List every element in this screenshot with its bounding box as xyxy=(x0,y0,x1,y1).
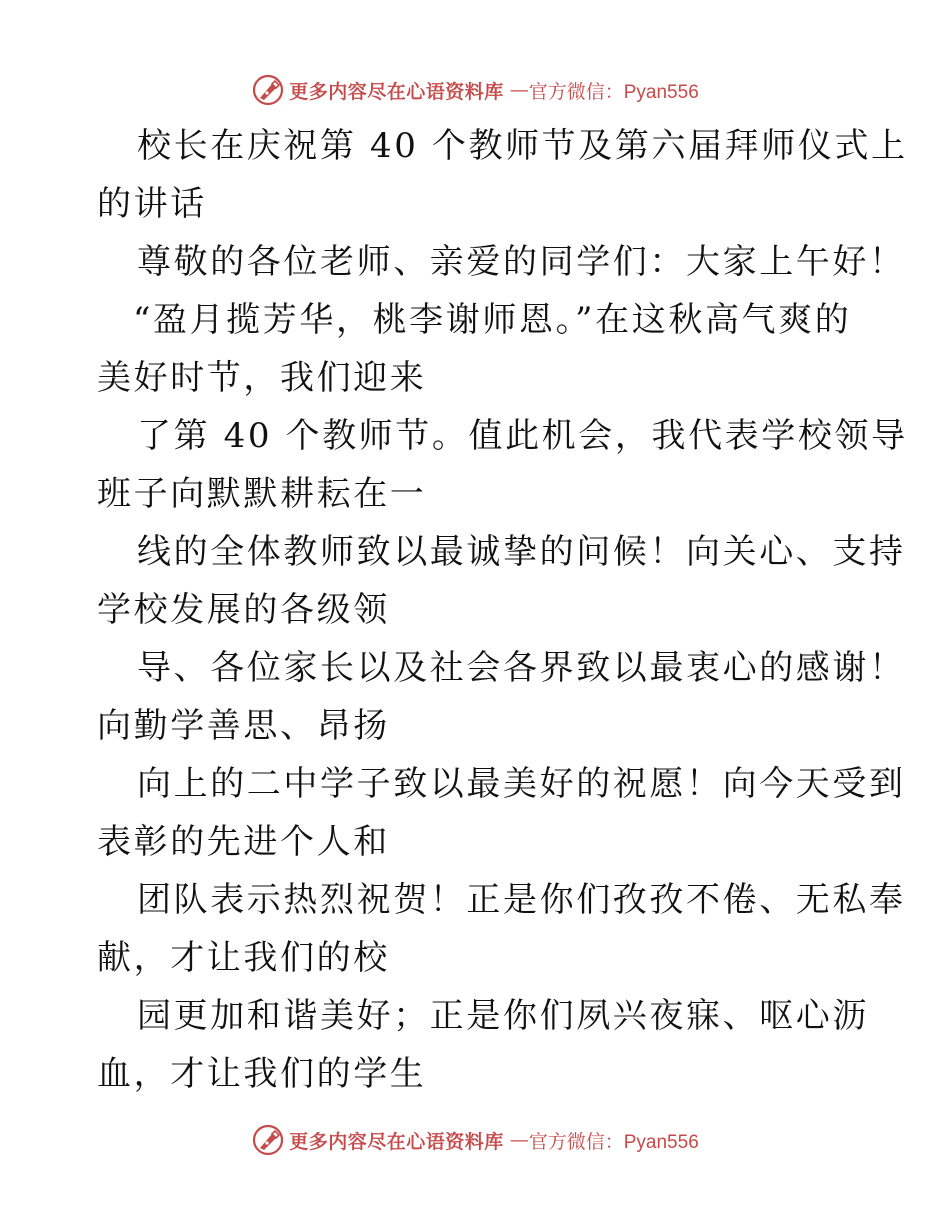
footer-brand-text: 更多内容尽在心语资料库 xyxy=(289,1130,504,1153)
footer-separator: — xyxy=(509,1129,529,1151)
title-line-1: 校长在庆祝第 40 个教师节及第六届拜师仪式上 xyxy=(137,126,908,166)
paragraph-line: 线的全体教师致以最诚挚的问候！向关心、支持 xyxy=(137,532,906,572)
paragraph-line: 园更加和谐美好；正是你们夙兴夜寐、呕心沥 xyxy=(137,996,869,1036)
paragraph-line: 了第 40 个教师节。值此机会，我代表学校领导 xyxy=(137,416,908,456)
paragraph-line: 向勤学善思、昂扬 xyxy=(97,706,390,746)
paragraph-line: 向上的二中学子致以最美好的祝愿！向今天受到 xyxy=(137,764,906,804)
header-brand-text: 更多内容尽在心语资料库 xyxy=(289,80,504,103)
paragraph-line: “盈月揽芳华，桃李谢师恩。”在这秋高气爽的 xyxy=(133,300,852,340)
paragraph-line: 血，才让我们的学生 xyxy=(97,1054,427,1094)
document-body xyxy=(97,117,908,1103)
paragraph-line: 班子向默默耕耘在一 xyxy=(97,474,427,514)
greeting-line: 尊敬的各位老师、亲爱的同学们：大家上午好！ xyxy=(137,242,906,282)
header-banner xyxy=(0,70,950,110)
paragraph-line: 学校发展的各级领 xyxy=(97,590,390,630)
paragraph-line: 献，才让我们的校 xyxy=(97,938,390,978)
paragraph-line: 导、各位家长以及社会各界致以最衷心的感谢！ xyxy=(137,648,906,688)
paragraph-line: 团队表示热烈祝贺！正是你们孜孜不倦、无私奉 xyxy=(137,880,906,920)
footer-banner xyxy=(0,1120,950,1160)
header-wechat-text: 官方微信：Pyan556 xyxy=(528,81,699,103)
pen-nib-logo-icon xyxy=(251,73,285,107)
pen-nib-logo-icon xyxy=(251,1123,285,1157)
paragraph-line: 表彰的先进个人和 xyxy=(97,822,390,862)
title-line-2: 的讲话 xyxy=(97,184,207,224)
header-separator: — xyxy=(509,79,529,101)
footer-wechat-text: 官方微信：Pyan556 xyxy=(528,1131,699,1153)
paragraph-line: 美好时节，我们迎来 xyxy=(97,358,427,398)
